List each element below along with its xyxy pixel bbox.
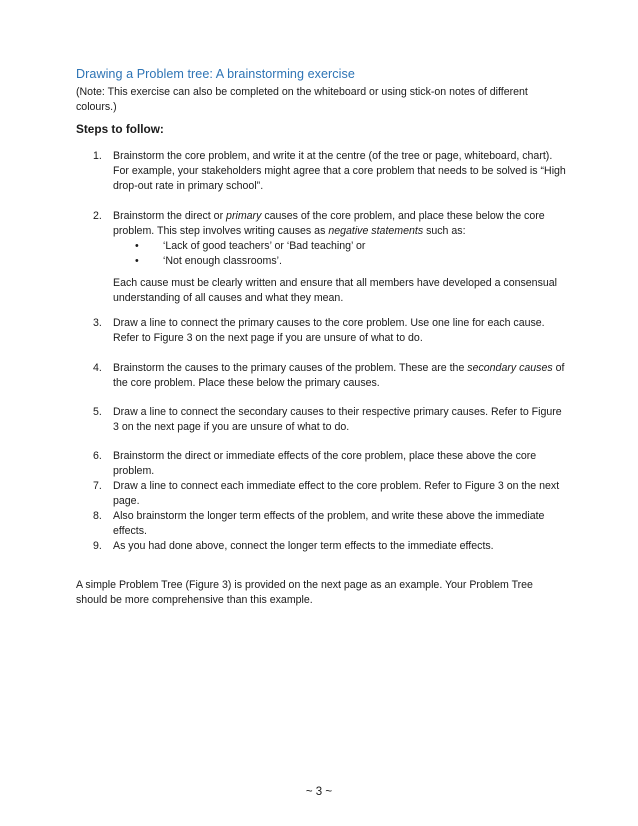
bullet-list (113, 239, 543, 269)
step-text: Brainstorm the core problem, and write it at the centre (of the tree or page, whiteboard, chart). For example, your stakeholders might agree that a core problem that needs to be solved is “High drop-out rate in primary school”. (113, 150, 566, 192)
step-emphasis: primary (226, 210, 262, 222)
steps-heading: Steps to follow: (76, 122, 164, 136)
step-emphasis: secondary causes (467, 362, 553, 374)
step-number: 6. (93, 450, 102, 462)
bullet-icon: • (135, 255, 139, 267)
step-text-part: Brainstorm the causes to the primary causes of the problem. These are the (113, 362, 468, 374)
step-text: Brainstorm the direct or immediate effects of the core problem, place these above the core problem. (113, 450, 537, 477)
step-number: 7. (93, 480, 102, 492)
step-text: Also brainstorm the longer term effects of the problem, and write these above the immediate effects. (113, 510, 545, 537)
step-number: 2. (93, 210, 102, 222)
note-text: (Note: This exercise can also be completed on the whiteboard or using stick-on notes of different colours.) (76, 86, 528, 113)
step-text-part: Brainstorm the direct or (113, 210, 227, 222)
page-number: ~ 3 ~ (305, 786, 333, 798)
step-text-part: causes of the core problem, and place these below the core problem. This step involves writing causes as (113, 210, 545, 237)
step-text-part: of the core problem. Place these below the primary causes. (113, 362, 565, 389)
bullet-item (113, 254, 543, 269)
step-number: 4. (93, 362, 102, 374)
step-emphasis: negative statements (328, 225, 424, 237)
step2-paragraph: Each cause must be clearly written and ensure that all members have developed a consensual understanding of all causes and what they mean. (113, 277, 558, 304)
closing-paragraph: A simple Problem Tree (Figure 3) is provided on the next page as an example. Your Problem Tree should be more comprehensive than this example. (76, 579, 533, 606)
step-number: 9. (93, 540, 102, 552)
step-number: 8. (93, 510, 102, 522)
bullet-item (113, 239, 543, 254)
step-text: Draw a line to connect the secondary causes to their respective primary causes. Refer to Figure 3 on the next page if you are unsure of what to do. (113, 406, 562, 433)
step-text-part: such as: (423, 225, 466, 237)
bullet-text: ‘Lack of good teachers’ or ‘Bad teaching’ or (163, 240, 366, 252)
step-text (113, 209, 568, 239)
step-number: 1. (93, 150, 102, 162)
step-text (113, 361, 568, 391)
step-number: 3. (93, 317, 102, 329)
step-number: 5. (93, 406, 102, 418)
page-title: Drawing a Problem tree: A brainstorming exercise (76, 67, 355, 81)
step-text: Draw a line to connect each immediate effect to the core problem. Refer to Figure 3 on the next page. (113, 480, 560, 507)
bullet-text: ‘Not enough classrooms’. (163, 255, 282, 267)
bullet-icon: • (135, 240, 139, 252)
step-text: As you had done above, connect the longer term effects to the immediate effects. (113, 540, 494, 552)
step-text: Draw a line to connect the primary causes to the core problem. Use one line for each cause. Refer to Figure 3 on the next page if you are unsure of what to do. (113, 317, 545, 344)
